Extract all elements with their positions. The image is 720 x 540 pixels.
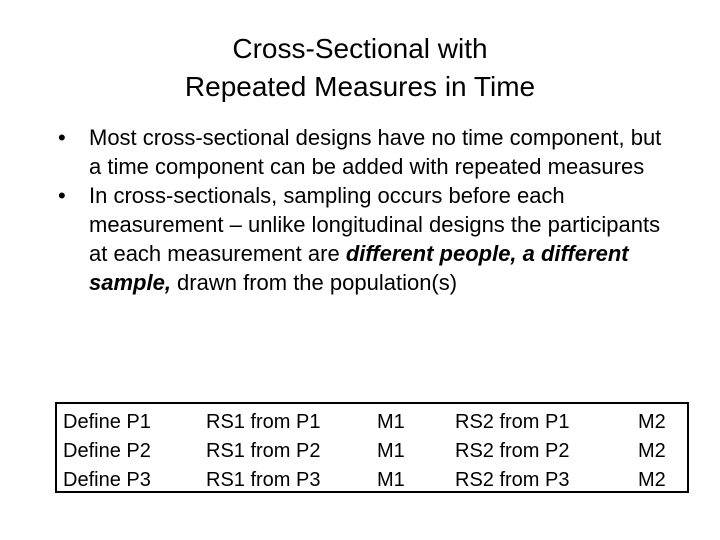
bullet-item-1	[58, 123, 678, 181]
bullet-text-1: Most cross-sectional designs have no time component, but a time component can be added with repeated measures	[89, 125, 662, 179]
design-cell: M1	[377, 440, 405, 462]
design-cell: RS2 from P3	[455, 469, 570, 491]
slide-title-line-1: Cross-Sectional with	[232, 33, 488, 64]
design-cell: RS1 from P2	[206, 440, 321, 462]
design-column-rs2	[455, 408, 569, 495]
bullet-text-2-before: In cross-sectionals, sampling occurs before each measurement – unlike longitudinal designs the participants at each measurement are	[89, 183, 661, 266]
design-cell: RS1 from P1	[206, 411, 321, 433]
bullet-item-2	[58, 181, 678, 297]
design-cell: RS2 from P1	[455, 411, 570, 433]
design-column-m2	[638, 408, 666, 495]
design-cell: RS1 from P3	[206, 469, 321, 491]
bullet-list	[58, 123, 678, 297]
bullet-text-2-after: drawn from the population(s)	[170, 270, 458, 295]
design-cell: Define P1	[63, 411, 151, 433]
design-column-m1	[377, 408, 405, 495]
design-cell: M2	[638, 440, 666, 462]
bullet-marker: •	[58, 183, 66, 208]
design-column-define	[63, 408, 151, 495]
bullet-marker: •	[58, 125, 66, 150]
slide-title-line-2: Repeated Measures in Time	[184, 71, 536, 102]
design-column-rs1	[206, 408, 320, 495]
slide-title	[0, 30, 720, 106]
design-cell: RS2 from P2	[455, 440, 570, 462]
design-cell: M2	[638, 411, 666, 433]
design-cell: M2	[638, 469, 666, 491]
design-cell: M1	[377, 469, 405, 491]
design-cell: M1	[377, 411, 405, 433]
design-cell: Define P3	[63, 469, 151, 491]
design-cell: Define P2	[63, 440, 151, 462]
design-table	[55, 402, 689, 493]
bullet-text-2-emphasis: different people, a different sample,	[89, 241, 629, 295]
